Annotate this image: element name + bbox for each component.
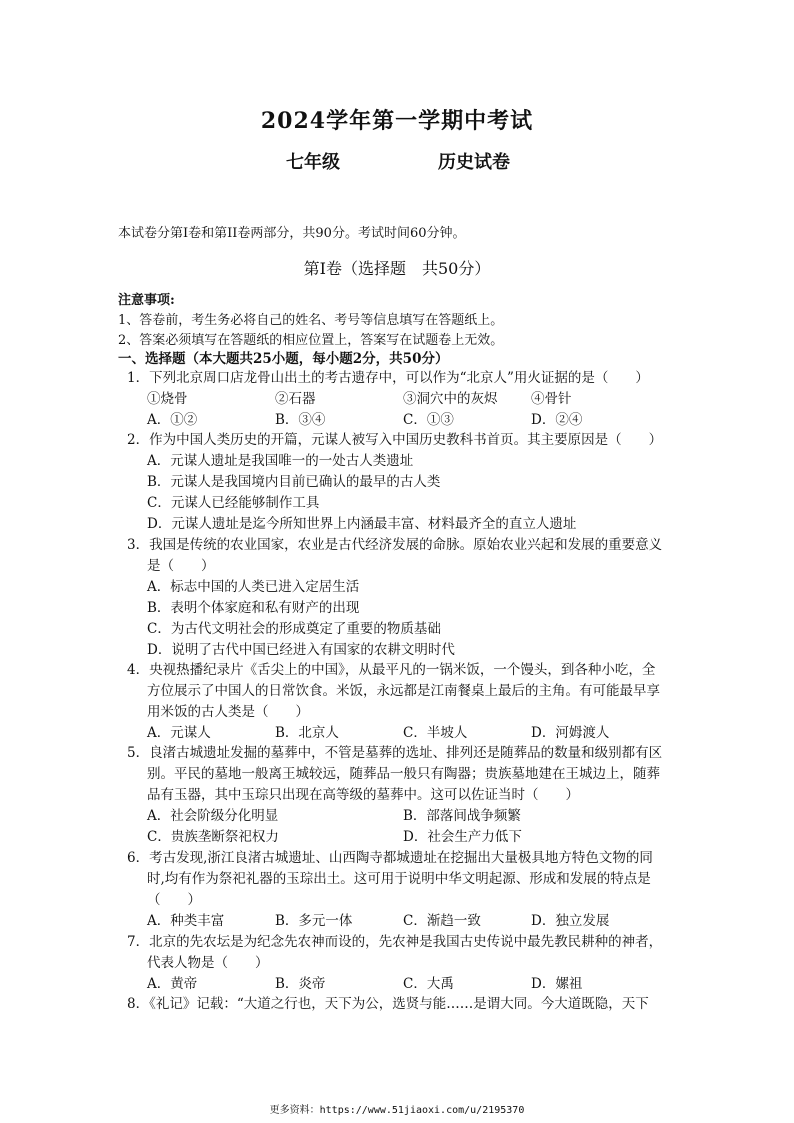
question-stem: 3．我国是传统的农业国家，农业是古代经济发展的命脉。原始农业兴起和发展的重要意义 xyxy=(127,537,663,553)
question-stem: 代表人物是（ ） xyxy=(147,955,269,971)
option: D．说明了古代中国已经进入有国家的农耕文明时代 xyxy=(147,642,455,658)
question-stem: 1．下列北京周口店龙骨山出土的考古遗存中，可以作为“北京人”用火证据的是（ ） xyxy=(127,370,649,386)
option: B．部落间战争频繁 xyxy=(403,808,521,824)
question-stem: （ ） xyxy=(147,892,201,908)
question-item: ①烧骨 xyxy=(147,391,188,407)
option: A．元谋人 xyxy=(147,725,211,741)
question-5 xyxy=(127,743,687,848)
question-stem: 时,均有作为祭祀礼器的玉琮出土。这可用于说明中华文明起源、形成和发展的特点是 xyxy=(147,871,651,887)
subject-label: 历史试卷 xyxy=(438,152,510,173)
option: A．黄帝 xyxy=(147,976,198,992)
grade-label: 七年级 xyxy=(286,152,340,173)
question-stem: 7．北京的先农坛是为纪念先农神而设的，先农神是我国古史传说中最先教民耕种的神者， xyxy=(127,934,663,950)
option: C．为古代文明社会的形成奠定了重要的物质基础 xyxy=(147,621,441,637)
question-stem: 4．央视热播纪录片《舌尖上的中国》，从最平凡的一锅米饭，一个馒头，到各种小吃，全 xyxy=(127,662,656,678)
option: A．①② xyxy=(147,412,198,428)
question-stem: 8．《礼记》记载：“大道之行也，天下为公，选贤与能……是谓大同。今大道既隐，天下 xyxy=(127,996,649,1012)
option: B．表明个体家庭和私有财产的出现 xyxy=(147,600,360,616)
option: B．北京人 xyxy=(275,725,339,741)
question-stem: 方位展示了中国人的日常饮食。米饭，永远都是江南餐桌上最后的主角。有可能最早享 xyxy=(147,683,660,699)
question-7 xyxy=(127,932,687,995)
question-4 xyxy=(127,660,687,744)
option: B．多元一体 xyxy=(275,913,353,929)
footer-link[interactable]: 更多资料：https://www.51jiaoxi.com/u/2195370 xyxy=(269,1105,525,1116)
question-stem: 5．良渚古城遗址发掘的墓葬中，不管是墓葬的选址、排列还是随葬品的数量和级别都有区 xyxy=(127,745,663,761)
option: D．独立发展 xyxy=(531,913,610,929)
option: C．贵族垄断祭祀权力 xyxy=(147,829,279,845)
section-title: 第I卷（选择题 共50分） xyxy=(303,259,491,278)
option: C．半坡人 xyxy=(403,725,468,741)
option: D．元谋人遗址是迄今所知世界上内涵最丰富、材料最齐全的直立人遗址 xyxy=(147,516,577,532)
exam-intro: 本试卷分第I卷和第II卷两部分，共90分。考试时间60分钟。 xyxy=(118,226,466,241)
note-item: 1、答卷前，考生务必将自己的姓名、考号等信息填写在答题纸上。 xyxy=(118,313,504,328)
note-item: 2、答案必须填写在答题纸的相应位置上，答案写在试题卷上无效。 xyxy=(118,333,504,348)
question-1 xyxy=(127,368,687,431)
question-3 xyxy=(127,535,687,661)
option: A．社会阶级分化明显 xyxy=(147,808,279,824)
option: C．渐趋一致 xyxy=(403,913,481,929)
question-stem: 6．考古发现,浙江良渚古城遗址、山西陶寺都城遗址在挖掘出大量极具地方特色文物的同 xyxy=(127,850,653,866)
notes-title: 注意事项: xyxy=(118,293,175,308)
question-item: ③洞穴中的灰烬 xyxy=(403,391,498,407)
option: D．嫘祖 xyxy=(531,976,583,992)
question-2 xyxy=(127,430,687,535)
question-8 xyxy=(127,994,687,1015)
question-stem: 用米饭的古人类是（ ） xyxy=(147,704,309,720)
option: C．①③ xyxy=(403,412,454,428)
exam-title: 2024学年第一学期中考试 xyxy=(260,108,534,134)
option: D．②④ xyxy=(531,412,583,428)
question-stem: 品有玉器，其中玉琮只出现在高等级的墓葬中。这可以佐证当时（ ） xyxy=(147,787,579,803)
question-6 xyxy=(127,848,687,932)
option: B．元谋人是我国境内目前已确认的最早的古人类 xyxy=(147,474,441,490)
option: A．元谋人遗址是我国唯一的一处古人类遗址 xyxy=(147,453,414,469)
option: A．标志中国的人类已进入定居生活 xyxy=(147,579,360,595)
option: C．元谋人已经能够制作工具 xyxy=(147,495,320,511)
question-stem: 别。平民的墓地一般离王城较远，随葬品一般只有陶器；贵族墓地建在王城边上，随葬 xyxy=(147,766,660,782)
part-heading: 一、选择题（本大题共25小题，每小题2分，共50分） xyxy=(118,351,449,367)
option: B．③④ xyxy=(275,412,326,428)
question-item: ②石器 xyxy=(275,391,316,407)
option: A．种类丰富 xyxy=(147,913,225,929)
option: B．炎帝 xyxy=(275,976,326,992)
question-stem: 是（ ） xyxy=(147,558,215,574)
question-item: ④骨针 xyxy=(531,391,572,407)
option: C．大禹 xyxy=(403,976,454,992)
question-stem: 2．作为中国人类历史的开篇，元谋人被写入中国历史教科书首页。其主要原因是（ ） xyxy=(127,432,663,448)
option: D．社会生产力低下 xyxy=(403,829,522,845)
option: D．河姆渡人 xyxy=(531,725,610,741)
